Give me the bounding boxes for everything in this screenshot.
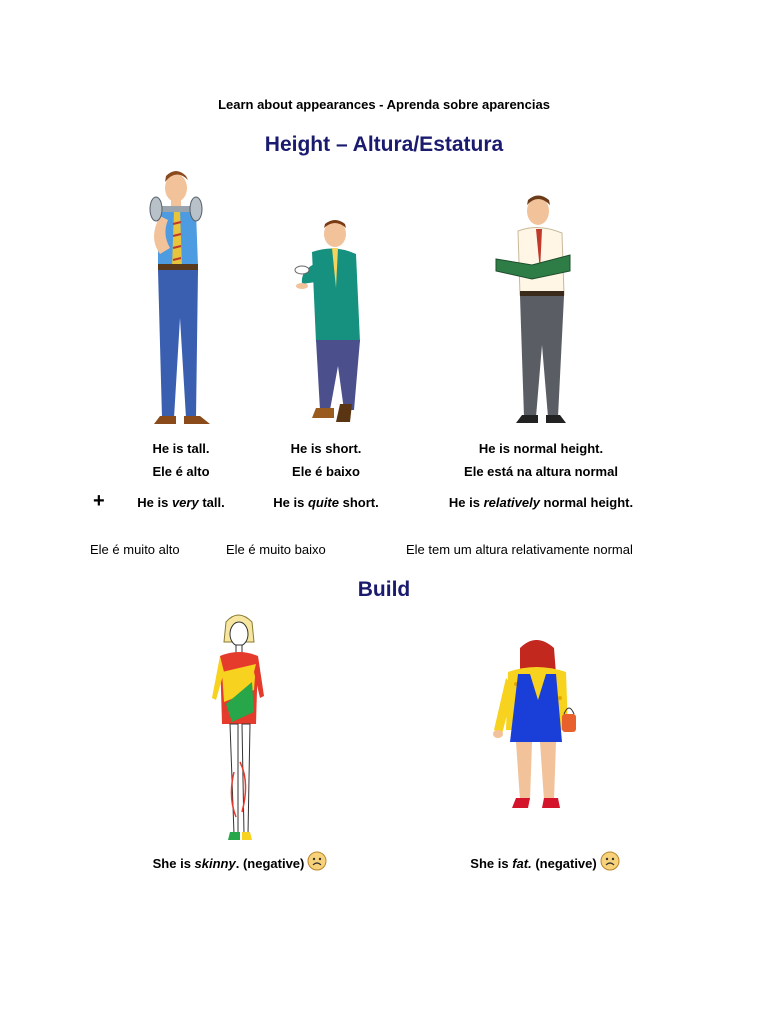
caption-text: (negative) bbox=[531, 856, 597, 871]
translation-quite-short: Ele é muito baixo bbox=[226, 542, 326, 557]
caption-text: She is bbox=[470, 856, 513, 871]
caption-text: short. bbox=[339, 495, 379, 510]
translation-relatively-normal: Ele tem um altura relativamente normal bbox=[406, 542, 633, 557]
man-reading-book bbox=[492, 195, 582, 427]
caption-text: He is bbox=[448, 495, 484, 510]
caption-quite-short bbox=[266, 495, 386, 510]
sad-face-icon bbox=[600, 851, 620, 871]
caption-text: . (negative) bbox=[235, 856, 305, 871]
caption-fat bbox=[440, 851, 650, 871]
emphasis-word: fat. bbox=[512, 856, 532, 871]
caption-tall-pt: Ele é alto bbox=[152, 464, 210, 479]
plump-woman-with-handbag bbox=[490, 634, 582, 816]
tall-man-with-dumbbells bbox=[140, 168, 230, 428]
caption-normal-height: He is normal height. bbox=[478, 441, 604, 456]
caption-text: He is bbox=[273, 495, 308, 510]
caption-normal-height-pt: Ele está na altura normal bbox=[464, 464, 618, 479]
caption-text: He is bbox=[137, 495, 172, 510]
emphasis-word: relatively bbox=[483, 495, 540, 510]
intro-text: Learn about appearances - Aprenda sobre aparencias bbox=[218, 97, 550, 112]
emphasis-word: quite bbox=[307, 495, 339, 510]
build-heading: Build bbox=[357, 578, 411, 601]
caption-very-tall bbox=[121, 495, 241, 510]
caption-text: normal height. bbox=[539, 495, 634, 510]
caption-relatively-normal bbox=[441, 495, 641, 510]
caption-short-pt: Ele é baixo bbox=[292, 464, 360, 479]
emphasis-word: very bbox=[171, 495, 199, 510]
caption-short: He is short. bbox=[290, 441, 362, 456]
plus-symbol: + bbox=[93, 490, 105, 512]
sad-face-icon bbox=[307, 851, 327, 871]
caption-tall: He is tall. bbox=[152, 441, 210, 456]
caption-skinny bbox=[130, 851, 350, 871]
caption-text: tall. bbox=[198, 495, 225, 510]
skinny-woman-in-dress bbox=[210, 612, 270, 844]
height-heading: Height – Altura/Estatura bbox=[264, 133, 504, 156]
translation-very-tall: Ele é muito alto bbox=[90, 542, 180, 557]
emphasis-word: skinny bbox=[194, 856, 236, 871]
short-man-with-teacup bbox=[290, 218, 370, 428]
caption-text: She is bbox=[152, 856, 195, 871]
